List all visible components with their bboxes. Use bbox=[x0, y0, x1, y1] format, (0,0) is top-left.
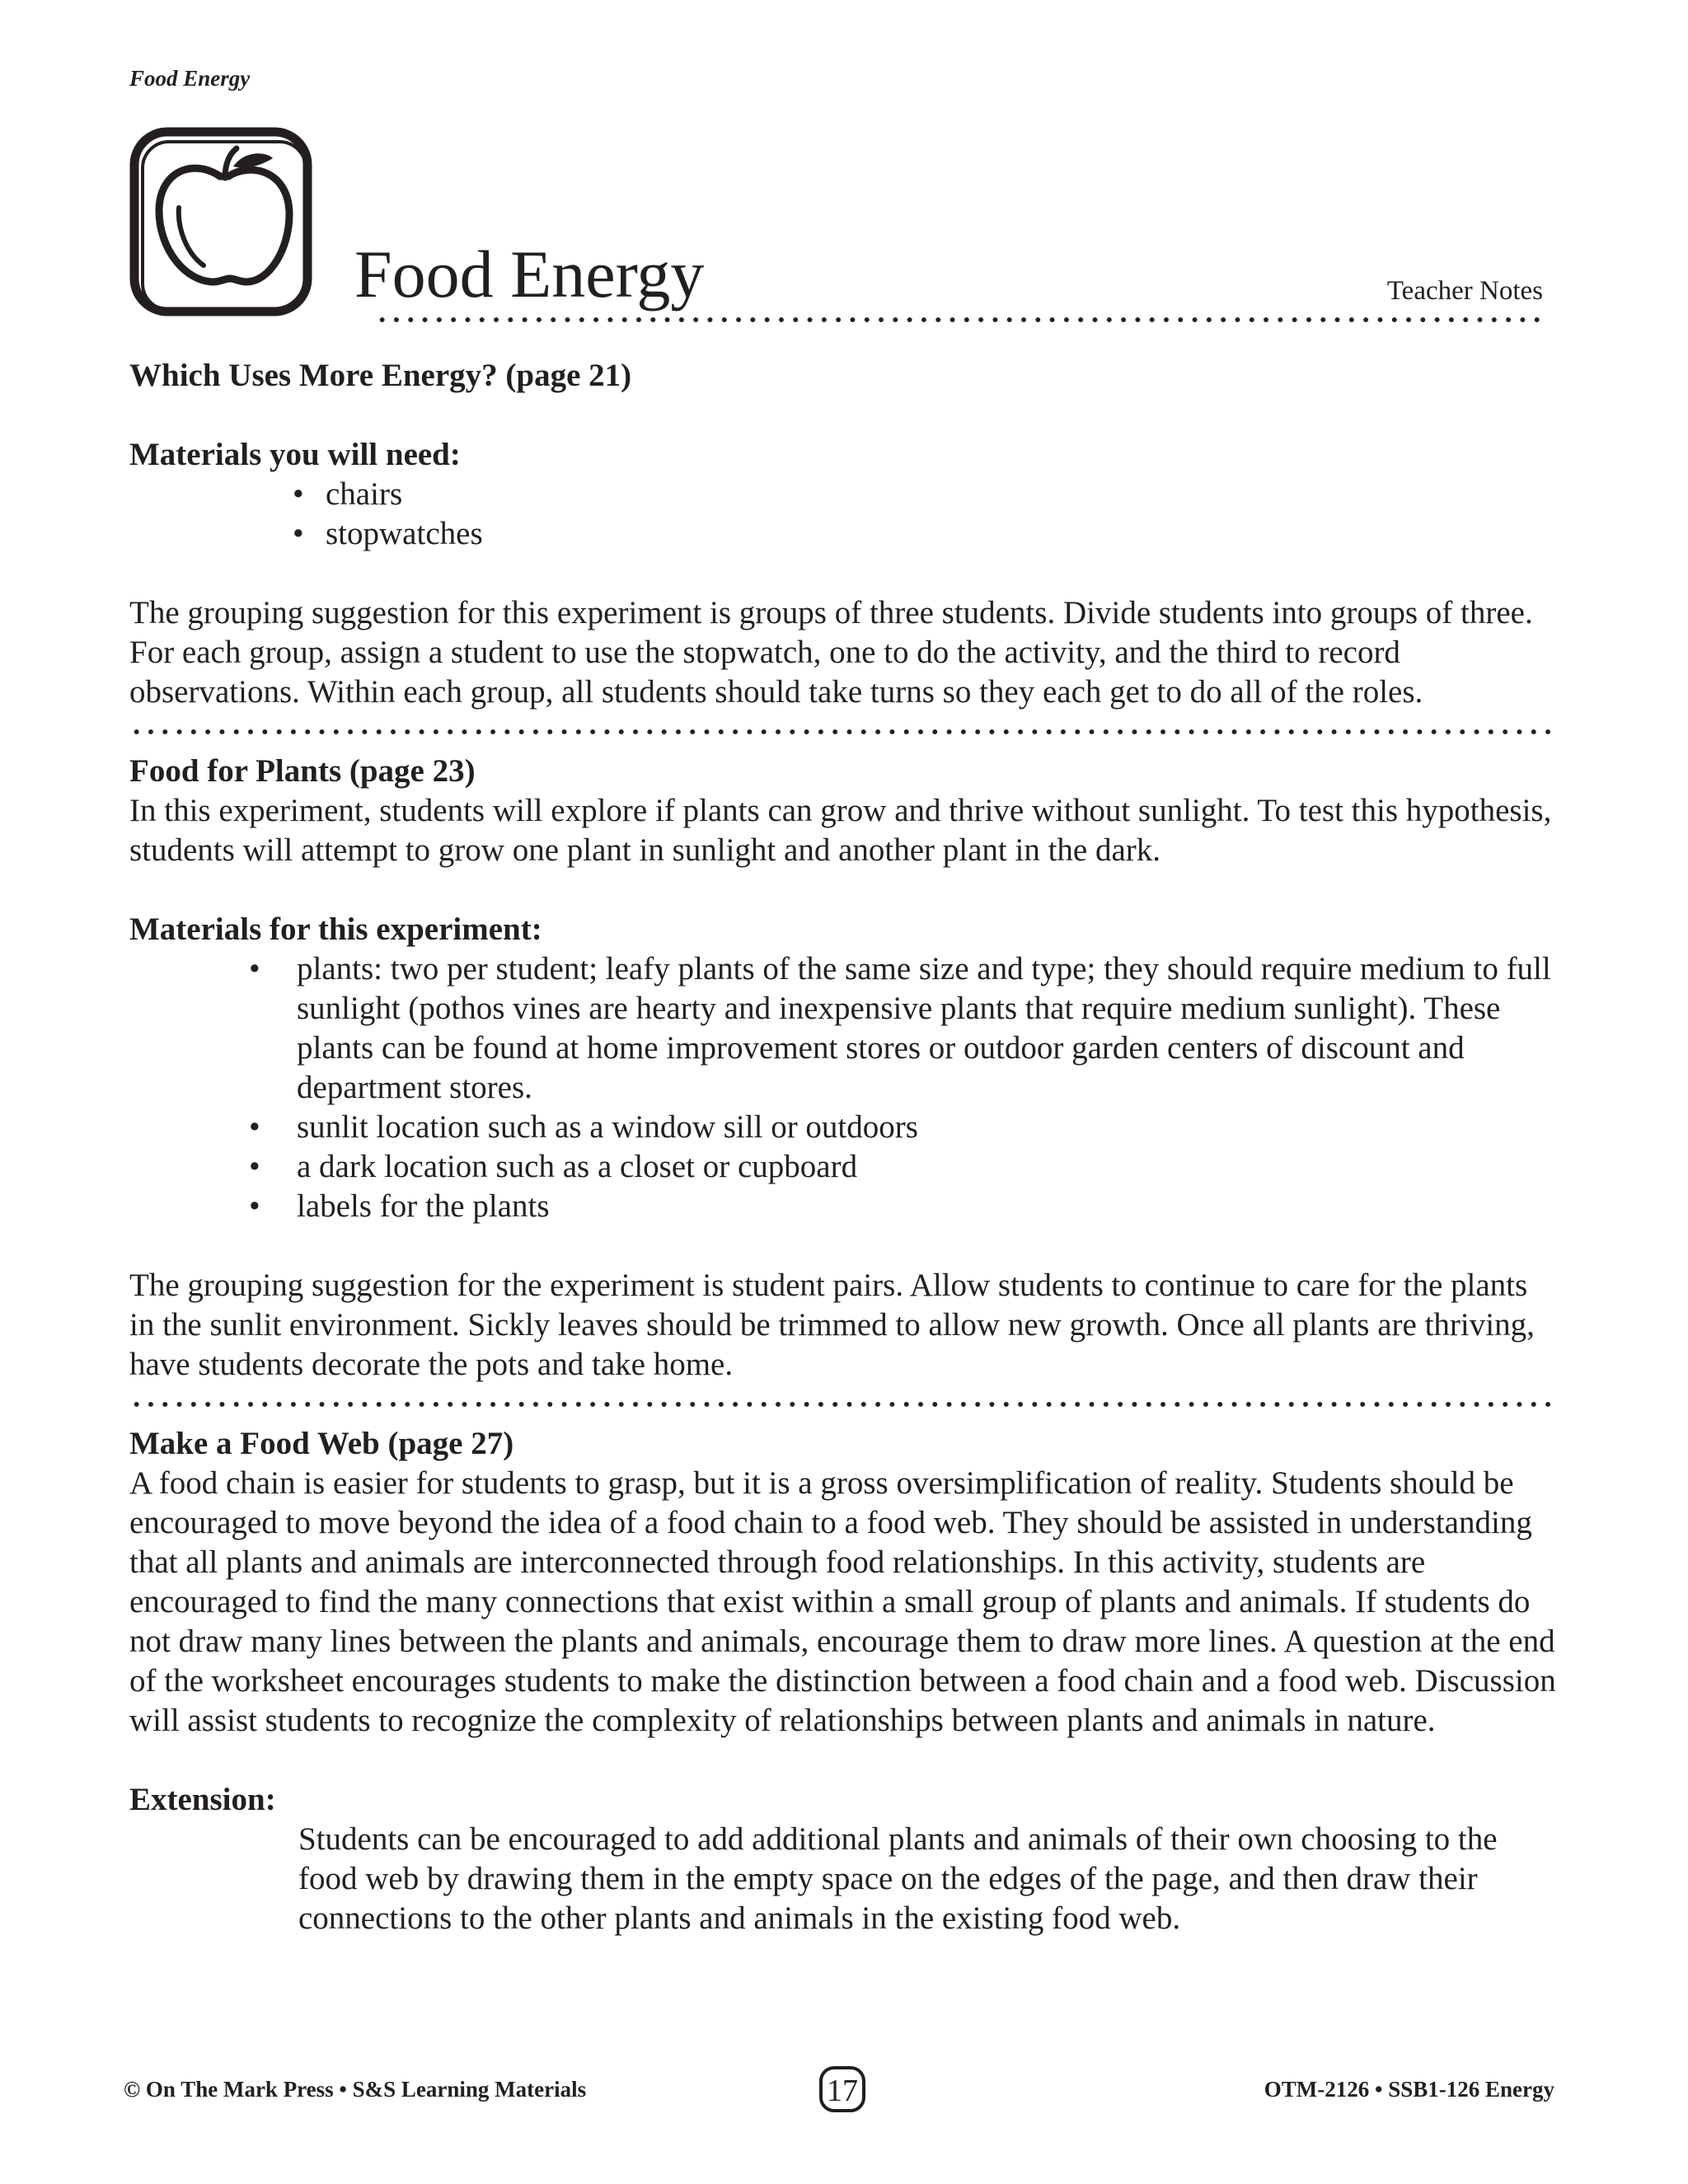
page-number bbox=[816, 2063, 869, 2116]
grouping-paragraph: The grouping suggestion for the experiment is student pairs. Allow students to continue to care for the plants in the sunlit environment. Sickly leaves should be trimmed to allow new growth. Once all plants are thriving, have students decorate the pots and take home. bbox=[129, 1268, 1535, 1382]
list-item: • chairs bbox=[293, 475, 1559, 514]
materials-list bbox=[129, 475, 1559, 554]
list-item: • a dark location such as a closet or cupboard bbox=[249, 1147, 1559, 1187]
materials-heading: Materials for this experiment: bbox=[129, 912, 542, 947]
section-heading-food-for-plants: Food for Plants (page 23) bbox=[129, 753, 476, 789]
grouping-paragraph: The grouping suggestion for this experiment is groups of three students. Divide students into groups of three. For each group, assign a student to use the stopwatch, one to do the activity, and the third to record observations. Within each group, all students should take turns so they each get to do all of the roles. bbox=[129, 595, 1533, 710]
extension-paragraph: Students can be encouraged to add additional plants and animals of their own choosing to the food web by drawing them in the empty space on the edges of the page, and then draw their connections to the other plants and animals in the existing food web. bbox=[298, 1821, 1498, 1936]
teacher-notes-label: Teacher Notes bbox=[1386, 276, 1543, 306]
section-divider bbox=[129, 712, 1559, 752]
running-head: Food Energy bbox=[129, 66, 251, 91]
food-web-paragraph: A food chain is easier for students to grasp, but it is a gross oversimplification of reality. Students should be encouraged to move beyond the idea of a food chain to a food web. They should be assisted in understanding that all plants and animals are interconnected through food relationships. In this activity, students are encouraged to find the many connections that exist within a small group of plants and animals. If students do not draw many lines between the plants and animals, encourage them to draw more lines. A question at the end of the worksheet encourages students to make the distinction between a food chain and a food web. Discussion will assist students to recognize the complexity of relationships between plants and animals in nature. bbox=[129, 1465, 1556, 1738]
section-heading-which-uses-more-energy: Which Uses More Energy? (page 21) bbox=[129, 358, 632, 393]
materials-list bbox=[129, 949, 1559, 1226]
page-number-text: 17 bbox=[827, 2074, 858, 2108]
extension-heading: Extension: bbox=[129, 1782, 276, 1817]
list-item: • sunlit location such as a window sill or outdoors bbox=[249, 1108, 1559, 1147]
list-item: • labels for the plants bbox=[249, 1187, 1559, 1226]
intro-paragraph: In this experiment, students will explore if plants can grow and thrive without sunlight. To test this hypothesis, students will attempt to grow one plant in sunlight and another plant in the dark. bbox=[129, 793, 1552, 868]
apple-icon bbox=[128, 125, 317, 321]
materials-heading: Materials you will need: bbox=[129, 437, 461, 472]
list-item: • stopwatches bbox=[293, 514, 1559, 554]
teacher-notes-content bbox=[129, 356, 1559, 1938]
section-divider bbox=[129, 1385, 1559, 1424]
list-item: • plants: two per student; leafy plants of the same size and type; they should require medium to full sunlight (pothos vines are hearty and inexpensive plants that require medium sunlight). These plants can be found at home improvement stores or outdoor garden centers of discount and department stores. bbox=[249, 949, 1559, 1108]
section-heading-make-a-food-web: Make a Food Web (page 27) bbox=[129, 1426, 514, 1461]
title-dotted-rule bbox=[375, 316, 1544, 323]
footer-product-code: OTM-2126 • SSB1-126 Energy bbox=[1264, 2077, 1554, 2102]
footer-publisher: © On The Mark Press • S&S Learning Materials bbox=[124, 2077, 587, 2102]
page-title: Food Energy bbox=[354, 237, 705, 312]
